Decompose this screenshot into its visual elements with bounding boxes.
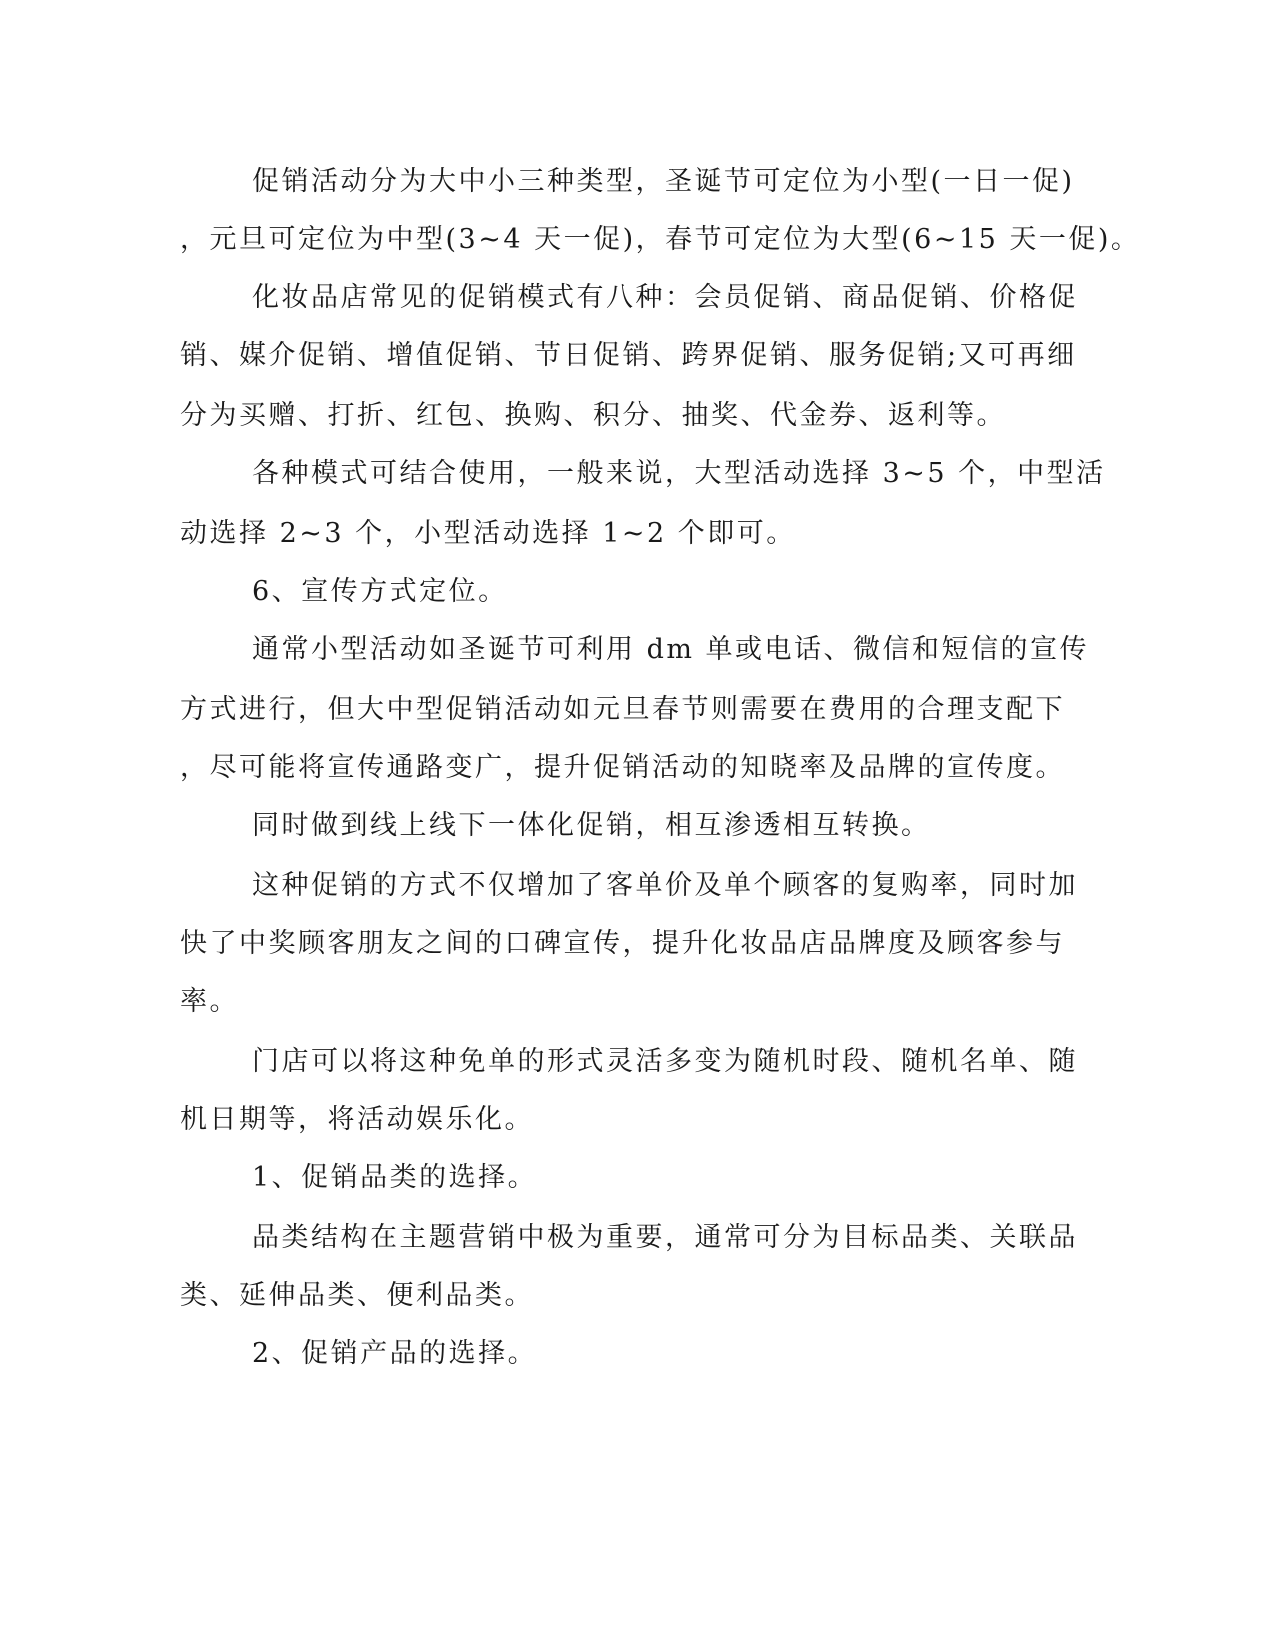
text-line-19: 品类结构在主题营销中极为重要，通常可分为目标品类、关联品 [252, 1222, 1078, 1253]
text-line-13: 这种促销的方式不仅增加了客单价及单个顾客的复购率，同时加 [252, 870, 1078, 901]
text-line-12: 同时做到线上线下一体化促销，相互渗透相互转换。 [252, 810, 931, 841]
text-line-20: 类、延伸品类、便利品类。 [180, 1280, 534, 1311]
text-line-9: 通常小型活动如圣诞节可利用 dm 单或电话、微信和短信的宣传 [252, 634, 1090, 665]
text-line-15: 率。 [180, 986, 239, 1017]
text-line-4: 销、媒介促销、增值促销、节日促销、跨界促销、服务促销;又可再细 [180, 340, 1077, 371]
text-line-16: 门店可以将这种免单的形式灵活多变为随机时段、随机名单、随 [252, 1046, 1078, 1077]
text-line-18: 1、促销品类的选择。 [252, 1162, 538, 1193]
text-line-7: 动选择 2~3 个，小型活动选择 1~2 个即可。 [180, 518, 796, 549]
text-line-8: 6、宣传方式定位。 [252, 576, 508, 607]
text-line-17: 机日期等，将活动娱乐化。 [180, 1104, 534, 1135]
text-line-11: ，尽可能将宣传通路变广，提升促销活动的知晓率及品牌的宣传度。 [180, 752, 1065, 783]
text-line-21: 2、促销产品的选择。 [252, 1338, 538, 1369]
text-line-1: 促销活动分为大中小三种类型，圣诞节可定位为小型(一日一促) [252, 166, 1075, 197]
text-line-14: 快了中奖顾客朋友之间的口碑宣传，提升化妆品店品牌度及顾客参与 [180, 928, 1065, 959]
text-line-2: ，元旦可定位为中型(3~4 天一促)，春节可定位为大型(6~15 天一促)。 [180, 224, 1141, 255]
text-line-3: 化妆品店常见的促销模式有八种：会员促销、商品促销、价格促 [252, 282, 1078, 313]
text-line-5: 分为买赠、打折、红包、换购、积分、抽奖、代金券、返利等。 [180, 400, 1006, 431]
text-line-10: 方式进行，但大中型促销活动如元旦春节则需要在费用的合理支配下 [180, 694, 1065, 725]
text-line-6: 各种模式可结合使用，一般来说，大型活动选择 3~5 个，中型活 [252, 458, 1106, 489]
